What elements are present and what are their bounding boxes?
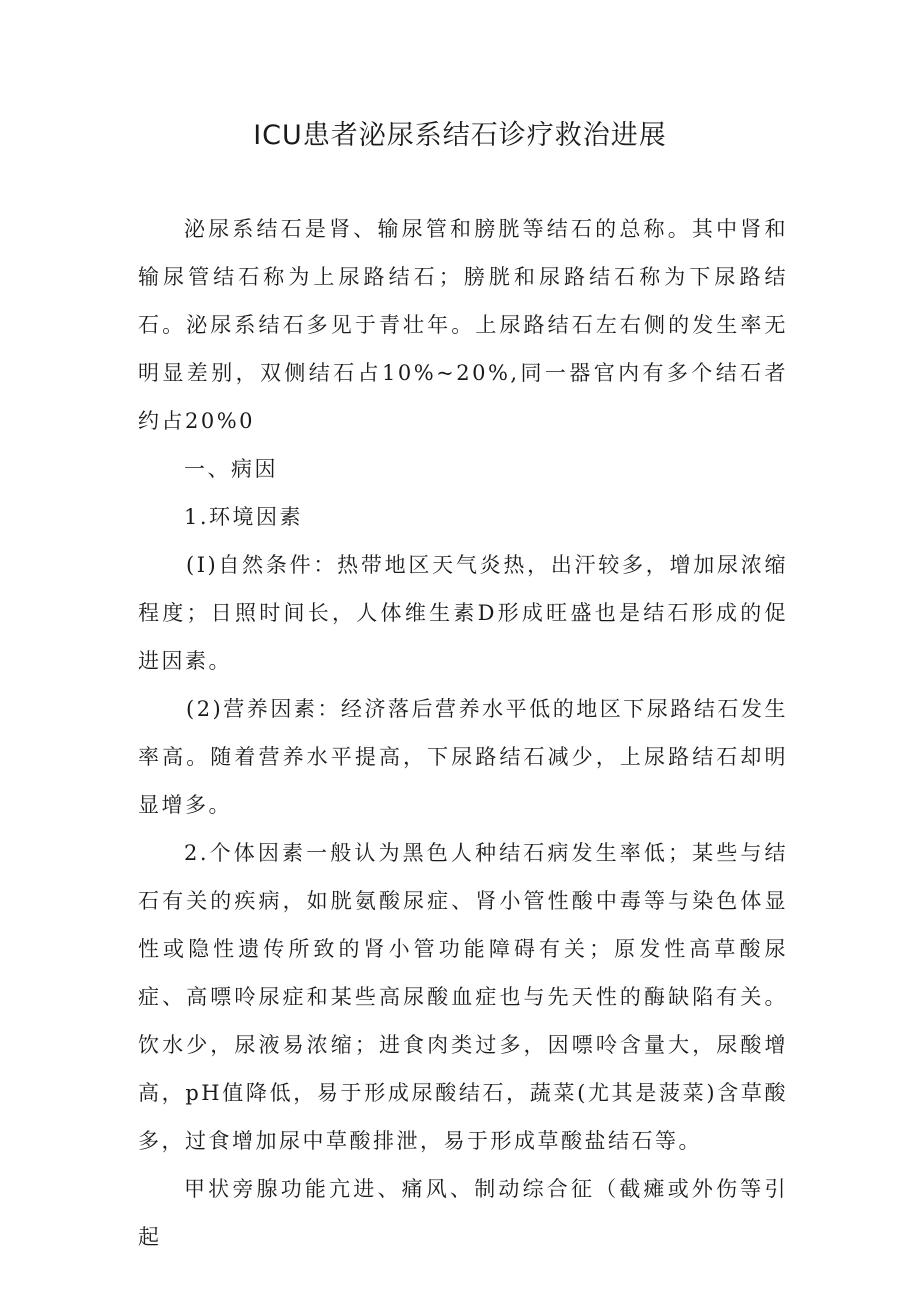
paragraph-intro: 泌尿系结石是肾、输尿管和膀胱等结石的总称。其中肾和输尿管结石称为上尿路结石；膀胱和尿路结石称为下尿路结石。泌尿系结石多见于青壮年。上尿路结石左右侧的发生率无明显差别，双侧结石占10%~20%,同一器官内有多个结石者约占20%0: [138, 217, 788, 433]
subsection-heading-environment: 1.环境因素: [184, 505, 304, 529]
section-heading-etiology: 一、病因: [184, 457, 278, 481]
paragraph-individual-factors: 2.个体因素一般认为黑色人种结石病发生率低；某些与结石有关的疾病，如胱氨酸尿症、肾小管性酸中毒等与染色体显性或隐性遗传所致的肾小管功能障碍有关；原发性高草酸尿症、高嘌呤尿症和某些高尿酸血症也与先天性的酶缺陷有关。饮水少，尿液易浓缩；进食肉类过多，因嘌呤含量大，尿酸增高，pH值降低，易于形成尿酸结石，蔬菜(尤其是菠菜)含草酸多，过食增加尿中草酸排泄，易于形成草酸盐结石等。: [138, 841, 788, 1153]
document-body: [138, 205, 788, 1261]
document-title: ICU患者泌尿系结石诊疗救治进展: [253, 120, 667, 151]
paragraph-natural-conditions: (I)自然条件：热带地区天气炎热，出汗较多，增加尿浓缩程度；日照时间长，人体维生素D形成旺盛也是结石形成的促进因素。: [138, 553, 788, 673]
paragraph-nutrition: (2)营养因素：经济落后营养水平低的地区下尿路结石发生率高。随着营养水平提高，下尿路结石减少，上尿路结石却明显增多。: [138, 697, 788, 817]
paragraph-hyperparathyroidism: 甲状旁腺功能亢进、痛风、制动综合征（截瘫或外伤等引起: [138, 1177, 788, 1249]
